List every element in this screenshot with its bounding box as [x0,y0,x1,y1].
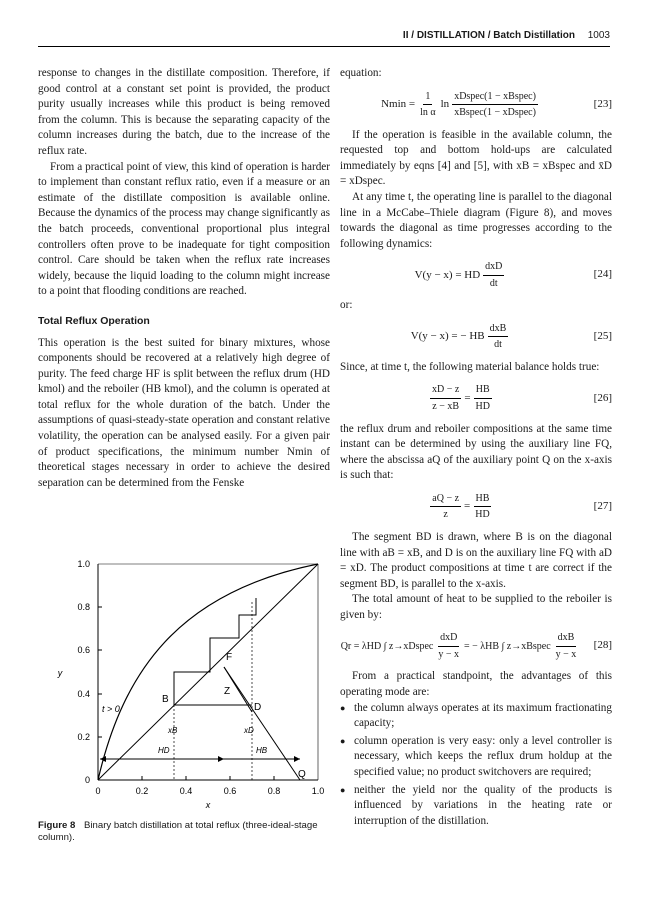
y-tick-3: 0.6 [77,645,90,655]
stage-steps [174,598,256,705]
eq27-frac1: $\frac{aQ - z}{z}$ [432,492,460,521]
eq26-frac1: $\frac{xD - z}{z - xB}$ [432,384,460,413]
y-tick-1: 0.2 [77,732,90,742]
x-tick-5: 1.0 [311,786,325,796]
or-text: or: [340,299,353,312]
right-paragraph-3: Since, at time t, the following material balance holds true: [340,360,600,373]
label-b: B [162,694,169,705]
x-axis-label: x [205,800,211,810]
header-title: II / DISTILLATION / Batch Distillation [402,30,575,41]
label-hd: HD [158,746,170,755]
y-tick-4: 0.8 [77,602,90,612]
right-paragraph-5: The segment BD is drawn, where B is on the diagonal line with aB = xB, and D is on the auxiliary line FQ with aD = xD. The product compositions at time t are correct if the segment BD, is parallel to the x-axis. [340,530,612,590]
page-number: 1003 [587,30,610,41]
y-tick-2: 0.4 [77,689,90,699]
bullet-item: ● the column always operates at its maximum fractionating capacity; [340,701,612,732]
left-column [38,66,330,491]
figure-caption [38,820,330,844]
x-ticks [95,776,324,796]
equation-28 [340,629,612,663]
arrow-right-icon [294,756,300,762]
eq25-lhs: V(y − x) = − HB [410,330,485,343]
left-paragraph-2: From a practical point of view, this kind of operation is harder to implement than constant reflux ratio, even if a measure or an estimate of the distillate composition is available online. Because the dynamics of the process may change significantly as the batch proceeds, conventional proportional plus integral controllers often prove to be inadequate for tight composition control. Care should be taken when the reflux rate increases widely, because the liquid loading to the column might increase to a point that flooding conditions are reached. [38,160,330,298]
label-d: D [254,702,262,713]
eq25-number: [25] [593,330,612,343]
auxiliary-line-fq [224,667,300,780]
caption-label: Figure 8 [38,820,76,831]
eq23-frac2: $\frac{\text{xDspec(1 − xBspec)}}{\text{xBspec(1 − xDspec)}}$ [454,90,536,119]
section-heading: Total Reflux Operation [38,314,150,327]
caption-text: Binary batch distillation at total reflux (three-ideal-stage column). [38,820,318,843]
right-paragraph-7: From a practical standpoint, the advantages of this operating mode are: [340,670,612,699]
eq27-equals: = [464,500,471,513]
eq23-ln: ln [440,97,450,110]
label-z: Z [224,686,231,697]
eq28-mid: = − λHB ∫ z→xBspec [464,640,551,652]
label-t: t > 0 [102,704,120,714]
right-paragraph-1: If the operation is feasible in the available column, the requested top and bottom hold-ups are calculated immediately by eqns [4] and [5], with xB = xBspec and x̄D = xDspec. [340,128,612,188]
x-tick-1: 0.2 [135,786,149,796]
eq28-lhs: Qr = λHD ∫ z→xDspec [340,640,434,652]
label-hb: HB [256,746,268,755]
equation-23 [340,88,612,122]
x-tick-3: 0.6 [223,786,237,796]
eq24-lhs: V(y − x) = HD [414,268,481,281]
label-xb: xB [168,726,178,735]
label-f: F [226,652,233,663]
x-tick-2: 0.4 [179,786,193,796]
label-xd: xD [244,726,254,735]
right-paragraph-6: The total amount of heat to be supplied to the reboiler is given by: [340,593,612,621]
right-paragraph-0: equation: [340,67,382,79]
eq24-frac: $\frac{\text{dxD}}{dt}$ [485,261,503,289]
equation-27 [340,490,612,524]
eq26-equals: = [464,391,471,404]
eq26-number: [26] [593,391,612,404]
right-paragraph-4: the reflux drum and reboiler compositions at the same time instant can be determined by using the auxiliary line FQ, where the abscissa aQ of the auxiliary point Q on the x-axis is such that: [340,422,612,482]
y-tick-0: 0 [84,775,90,785]
eq28-frac1: $\frac{\text{dxD}}{y - x}$ [438,632,459,660]
eq25-frac: $\frac{\text{dxB}}{dt}$ [489,322,507,351]
eq28-number: [28] [593,639,612,652]
left-paragraph-3: This operation is the best suited for binary mixtures, whose components should be recovered at a relatively high degree of purity. The feed charge HF is split between the reflux drum (HD kmol) and the reboiler (HB kmol), and the column is operated at total reflux for the whole duration of the batch. Under the assumptions of quasi-steady-state operation and constant relative volatility, the operation can be analysed easily. For a given pair of product specifications, the minimum number Nmin of theoretical stages necessary in order to achieve the desired separation can be determined from the Fenske [38,336,330,489]
eq27-number: [27] [593,500,612,513]
equation-24 [340,258,612,292]
header-rule [38,46,610,47]
right-paragraph-2: At any time t, the operating line is parallel to the diagonal line in a McCabe–Thiele diagram (Figure 8), and moves towards the diagonal as time progresses according to the following dynamics: [340,190,612,250]
eq26-frac2: $\frac{HB}{HD}$ [475,384,490,413]
x-tick-4: 0.8 [267,786,281,796]
eq28-frac2: $\frac{\text{dxB}}{y - x}$ [555,632,577,660]
equation-26 [340,382,612,416]
equation-25 [340,320,612,354]
right-column [340,66,612,831]
arrow-right-icon [218,756,224,762]
eq27-frac2: $\frac{HB}{HD}$ [475,492,490,521]
eq24-number: [24] [593,268,612,281]
bullet-item: ● neither the yield nor the quality of the products is influenced by variations in the heating rate or interruption of the distillation. [340,783,612,830]
eq23-lhs: Nmin = [381,97,416,110]
eq23-number: [23] [593,97,612,110]
eq23-frac1: $\frac{1}{\text{ln α}}$ [420,90,436,119]
y-axis-label: y [57,668,63,678]
bullet-item: ● column operation is very easy: only a level controller is necessary, which keeps the reflux drum holdup at the specified value; no product switchovers are required; [340,734,612,781]
x-tick-0: 0 [95,786,101,796]
label-q: Q [298,769,306,780]
mccabe-thiele-figure [38,552,334,812]
running-header [30,30,610,44]
left-paragraph-1: response to changes in the distillate composition. Therefore, if good control at a constant set point is provided, the product purity usually increases while this product is being removed from the column. This is because the separating capacity of the column increases during the batch, due to the increase of the reflux rate. [38,67,330,157]
y-tick-5: 1.0 [77,559,90,569]
